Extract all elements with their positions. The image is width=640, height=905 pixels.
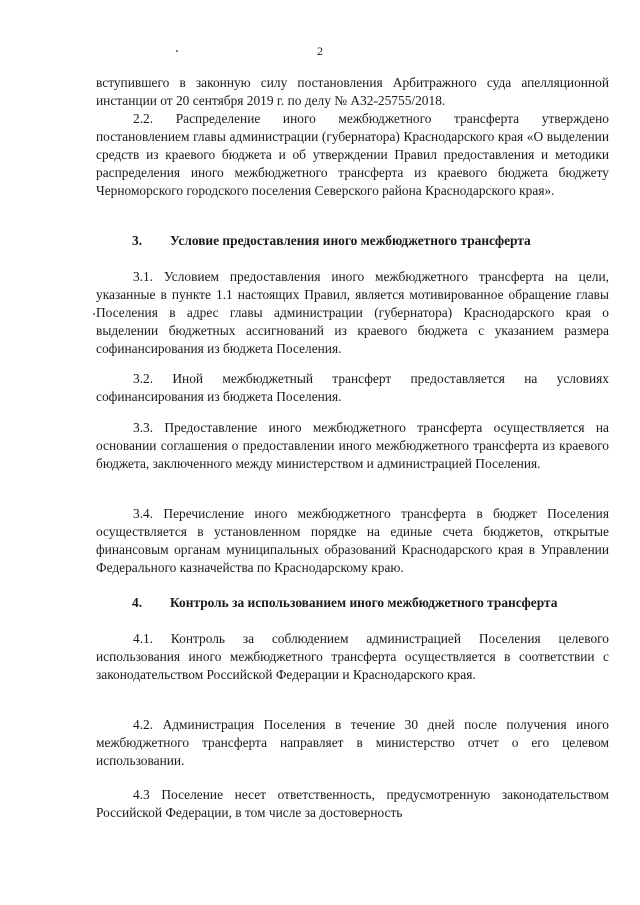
paragraph-3-1: 3.1. Условием предоставления иного межбюджетного трансферта на цели, указанные в пункте 1.1 настоящих Правил, является мотивированное обращение главы Поселения в адрес главы администрации (губернатора) Краснодарского края о выделении бюджетных ассигнований из краевого бюджета с указанием размера софинансирования из бюджета Поселения. bbox=[96, 269, 609, 356]
paragraph-4-1: 4.1. Контроль за соблюдением администрацией Поселения целевого использования иного межбюджетного трансферта осуществляется в соответствии с законодательством Российской Федерации и Краснодарского края. bbox=[96, 631, 609, 682]
paragraph-2-2: 2.2. Распределение иного межбюджетного трансферта утверждено постановлением главы администрации (губернатора) Краснодарского края «О выделении средств из краевого бюджета и об утверждении Правил предоставления и методики распределения иного межбюджетного трансферта из краевого бюджета бюджету Черноморского городского поселения Северского района Краснодарского края». bbox=[96, 111, 609, 198]
scan-speck bbox=[93, 313, 95, 315]
section-4-title: Контроль за использованием иного межбюджетного трансферта bbox=[170, 595, 558, 610]
paragraph-3-4: 3.4. Перечисление иного межбюджетного трансферта в бюджет Поселения осуществляется в установленном порядке на единые счета бюджетов, открытые финансовым органам муниципальных образований Краснодарского края в Управлении Федерального казначейства по Краснодарскому краю. bbox=[96, 506, 609, 575]
paragraph-4-3: 4.3 Поселение несет ответственность, предусмотренную законодательством Российской Федерации, в том числе за достоверность bbox=[96, 787, 609, 820]
section-4-heading bbox=[96, 594, 609, 612]
paragraph-3-3: 3.3. Предоставление иного межбюджетного трансферта осуществляется на основании соглашения о предоставлении иного межбюджетного трансферта из краевого бюджета, заключенного между министерством и администрацией Поселения. bbox=[96, 420, 609, 471]
page-number: 2 bbox=[317, 44, 323, 58]
section-3-number: 3. bbox=[132, 233, 143, 248]
section-4-number: 4. bbox=[132, 595, 143, 610]
section-3-heading bbox=[96, 232, 609, 250]
paragraph-3-2: 3.2. Иной межбюджетный трансферт предоставляется на условиях софинансирования из бюджета Поселения. bbox=[96, 371, 609, 404]
section-3-title: Условие предоставления иного межбюджетного трансферта bbox=[170, 233, 531, 248]
paragraph-4-2: 4.2. Администрация Поселения в течение 30 дней после получения иного межбюджетного трансферта направляет в министерство отчет о его целевом использовании. bbox=[96, 717, 609, 768]
continuation-paragraph: вступившего в законную силу постановления Арбитражного суда апелляционной инстанции от 20 сентября 2019 г. по делу № А32-25755/2018. bbox=[96, 75, 609, 108]
